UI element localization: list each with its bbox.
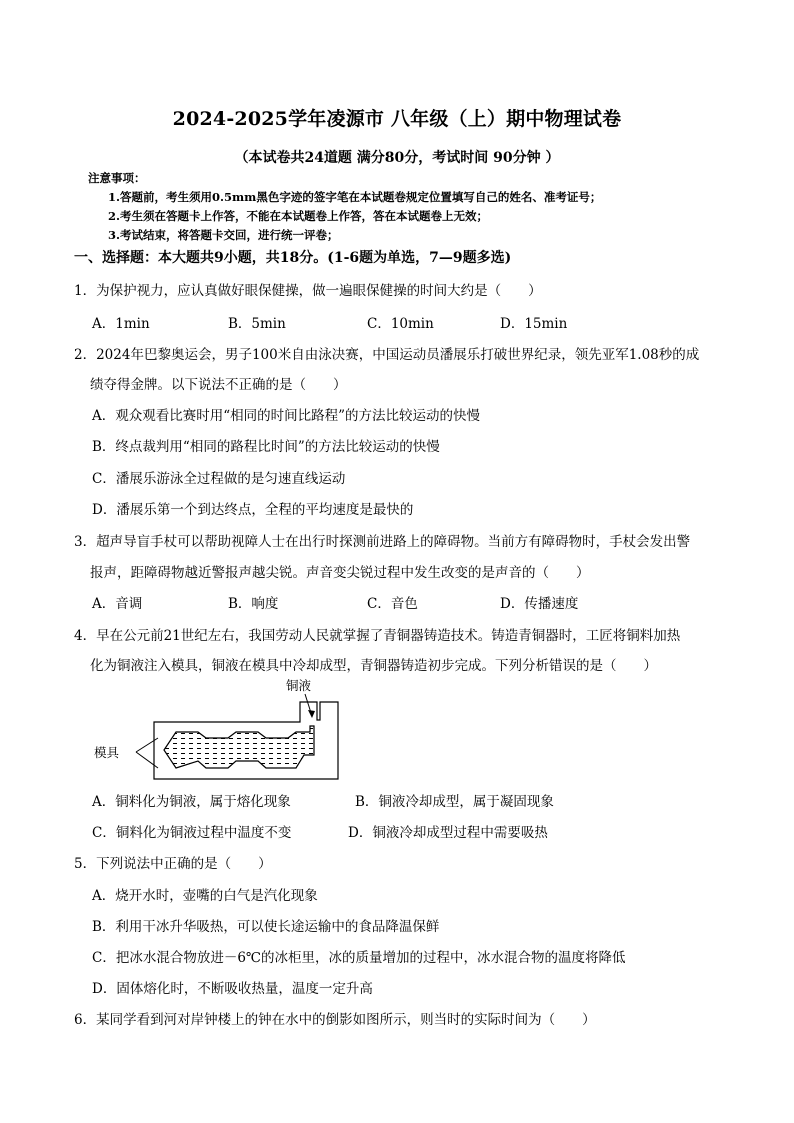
question-4-option-a: A．铜料化为铜液，属于熔化现象 (92, 794, 291, 810)
question-3-option-a: A．音调 (92, 596, 143, 612)
notice-item-3: 3.考试结束，将答题卡交回，进行统一评卷； (108, 228, 339, 242)
question-4-option-c: C．铜料化为铜液过程中温度不变 (92, 825, 292, 841)
question-4-stem-line1: 4．早在公元前21世纪左右，我国劳动人民就掌握了青铜器铸造技术。铸造青铜器时，工匠将铜料加热 (74, 628, 681, 644)
question-1-stem: 1．为保护视力，应认真做好眼保健操，做一遍眼保健操的时间大约是（ ） (74, 283, 542, 299)
question-3-stem-line2: 报声，距障碍物越近警报声越尖锐。声音变尖锐过程中发生改变的是声音的（ ） (90, 565, 590, 581)
question-4-option-b: B．铜液冷却成型，属于凝固现象 (355, 794, 554, 810)
question-5-option-c: C．把冰水混合物放进－6℃的冰柜里，冰的质量增加的过程中，冰水混合物的温度将降低 (92, 950, 626, 966)
question-3-option-b: B．响度 (228, 596, 279, 612)
mold-pointer-top (136, 738, 158, 752)
notice-item-2: 2.考生须在答题卡上作答，不能在本试题卷上作答，答在本试题卷上无效； (108, 209, 489, 223)
question-2-option-d: D．潘展乐第一个到达终点，全程的平均速度是最快的 (92, 502, 414, 518)
question-5-option-d: D．固体熔化时，不断吸收热量，温度一定升高 (92, 981, 373, 997)
casting-mold-diagram (92, 676, 352, 786)
question-3-stem-line1: 3．超声导盲手杖可以帮助视障人士在出行时探测前进路上的障碍物。当前方有障碍物时，手杖会发出警 (74, 534, 691, 550)
question-5-option-b: B．利用干冰升华吸热，可以使长途运输中的食品降温保鲜 (92, 919, 440, 935)
question-2-stem-line2: 绩夺得金牌。以下说法不正确的是（ ） (90, 377, 347, 393)
exam-info: （本试卷共24道题 满分80分，考试时间 90分钟 ） (234, 150, 560, 166)
notice-item-1: 1.答题前，考生须用0.5mm黑色字迹的签字笔在本试题卷规定位置填写自己的姓名、准考证号； (108, 190, 602, 204)
question-1-option-d: D．15min (500, 316, 568, 332)
question-6-stem: 6．某同学看到河对岸钟楼上的钟在水中的倒影如图所示，则当时的实际时间为（ ） (74, 1012, 596, 1028)
question-1-option-c: C．10min (367, 316, 434, 332)
question-5-stem: 5．下列说法中正确的是（ ） (74, 856, 272, 872)
label-mold: 模具 (94, 745, 120, 760)
mold-figure (92, 676, 352, 786)
mold-cavity (164, 726, 314, 768)
label-copper-liquid: 铜液 (286, 678, 312, 693)
question-5-option-a: A．烧开水时，壶嘴的白气是汽化现象 (92, 888, 318, 904)
question-2-option-b: B．终点裁判用“相同的路程比时间”的方法比较运动的快慢 (92, 439, 440, 455)
question-2-stem-line1: 2．2024年巴黎奥运会，男子100米自由泳决赛，中国运动员潘展乐打破世界纪录，领先亚军1.08秒的成 (74, 347, 700, 363)
question-3-option-d: D．传播速度 (500, 596, 579, 612)
question-1-option-a: A．1min (92, 316, 150, 332)
question-4-option-d: D．铜液冷却成型过程中需要吸热 (348, 825, 548, 841)
question-3-option-c: C．音色 (367, 596, 418, 612)
section-heading: 一、选择题：本大题共9小题，共18分。(1-6题为单选，7—9题多选) (74, 250, 512, 266)
notice-heading: 注意事项： (88, 171, 146, 185)
question-2-option-c: C．潘展乐游泳全过程做的是匀速直线运动 (92, 471, 346, 487)
mold-pointer-bottom (136, 752, 158, 768)
liquid-arrow-head (308, 710, 315, 718)
question-2-option-a: A．观众观看比赛时用“相同的时间比路程”的方法比较运动的快慢 (92, 408, 481, 424)
page-title: 2024-2025学年凌源市 八年级（上）期中物理试卷 (172, 108, 622, 130)
question-4-stem-line2: 化为铜液注入模具，铜液在模具中冷却成型，青铜器铸造初步完成。下列分析错误的是（ ） (90, 658, 657, 674)
question-1-option-b: B．5min (228, 316, 286, 332)
